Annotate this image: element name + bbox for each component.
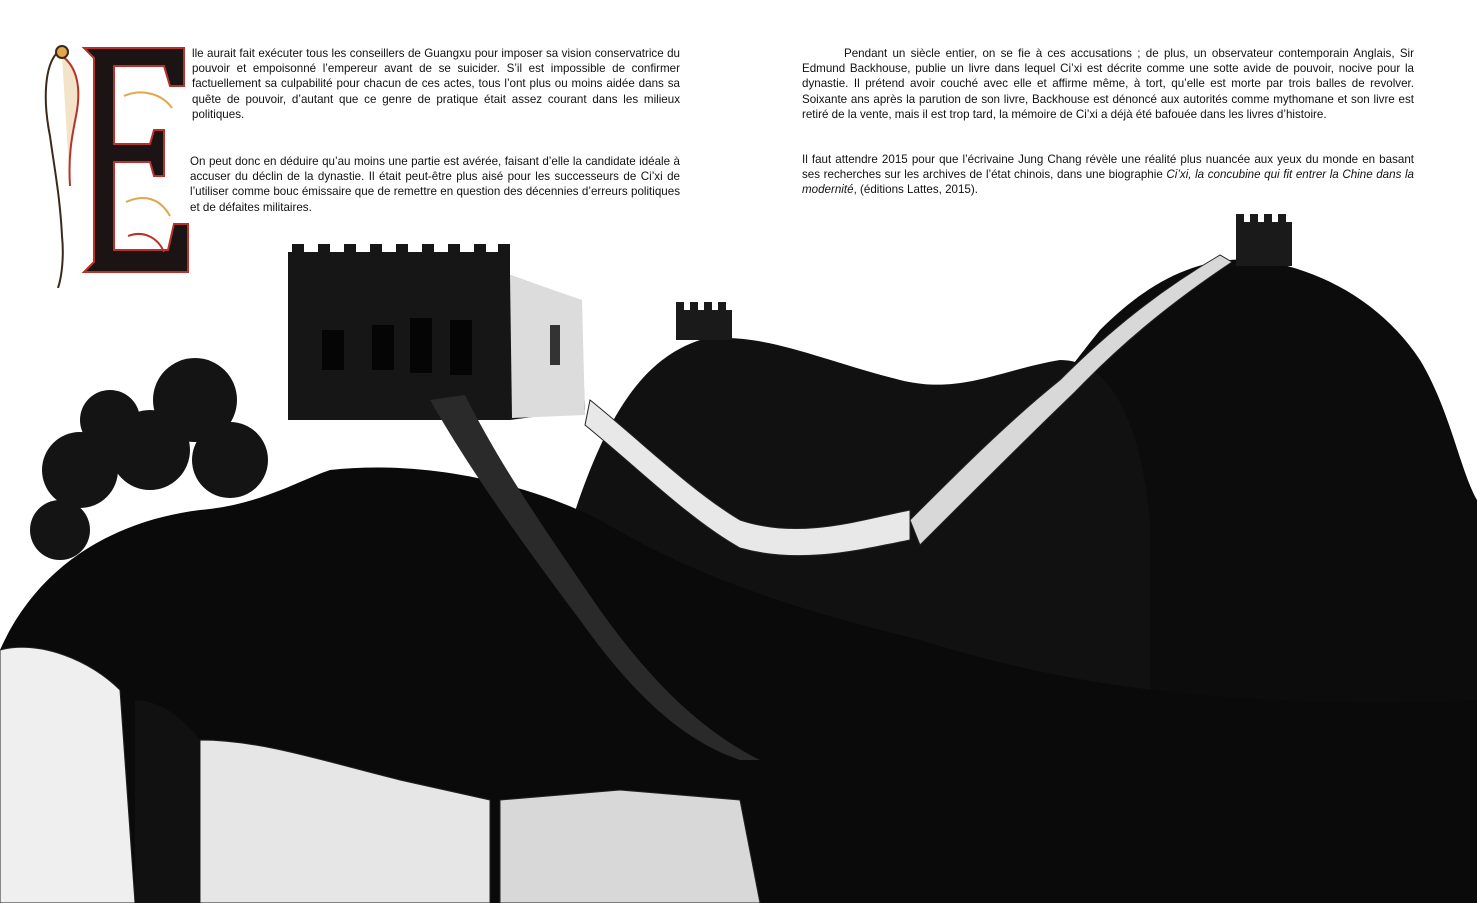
top-watchtower — [1236, 214, 1292, 266]
foreground-wall-block-2 — [500, 790, 760, 903]
right-paragraph-1: Pendant un siècle entier, on se fie à ces accusations ; de plus, un observateur contemporain Anglais, Sir Edmund Backhouse, publie un livre dans lequel Ci’xi est décrite comme une sotte avide de pouvoir, nocive pour la dynastie. Il prétend avoir couché avec elle et affirme même, à tort, qu’elle est morte par trois balles de revolver. Soixante ans après la parution de son livre, Backhouse est dénoncé aux autorités comme mythomane et son livre est retiré de la vente, mais il est trop tard, la mémoire de Ci’xi a déjà été bafouée dans les livres d’histoire. — [802, 47, 1414, 121]
illuminated-dropcap — [32, 26, 194, 288]
dropcap-letter: E — [32, 26, 33, 27]
right-paragraph-2-text: Il faut attendre 2015 pour que l’écrivaine Jung Chang révèle une réalité plus nuancée aux yeux du monde en basant ses recherches sur les archives de l’état chinois, dans une biographie — [802, 153, 1414, 182]
right-paragraph-2-citation: , (éditions Lattes, 2015). — [853, 183, 978, 197]
book-title: Ci’xi, la concubine qui fit entrer la Chine dans la modernité — [802, 168, 1414, 197]
right-paragraph-2 — [802, 152, 1414, 198]
left-text-column — [192, 46, 680, 215]
foreground-wall-left — [0, 647, 135, 903]
phoenix-icon — [46, 46, 79, 288]
far-watchtower — [676, 302, 732, 340]
main-watchtower — [288, 244, 585, 420]
right-text-column — [802, 46, 1414, 198]
foreground-wall-dark — [135, 700, 200, 903]
left-paragraph-2: On peut donc en déduire qu’au moins une partie est avérée, faisant d’elle la candidate idéale à accuser du déclin de la dynastie. Il était peut-être plus aisé pour les successeurs de Ci’xi de l’utiliser comme bouc émissaire que de remettre en question des décennies d’erreurs politiques et de défaites militaires. — [190, 155, 680, 214]
left-paragraph-1: lle aurait fait exécuter tous les conseillers de Guangxu pour imposer sa vision conservatrice du pouvoir et empoisonné l’empereur avant de se suicider. S’il est impossible de confirmer factuellement sa culpabilité pour chacun de ces actes, tous l’ont plus ou moins aidée dans sa quête de pouvoir, d’autant que ce genre de pratique était assez courant dans les milieux politiques. — [192, 47, 680, 121]
